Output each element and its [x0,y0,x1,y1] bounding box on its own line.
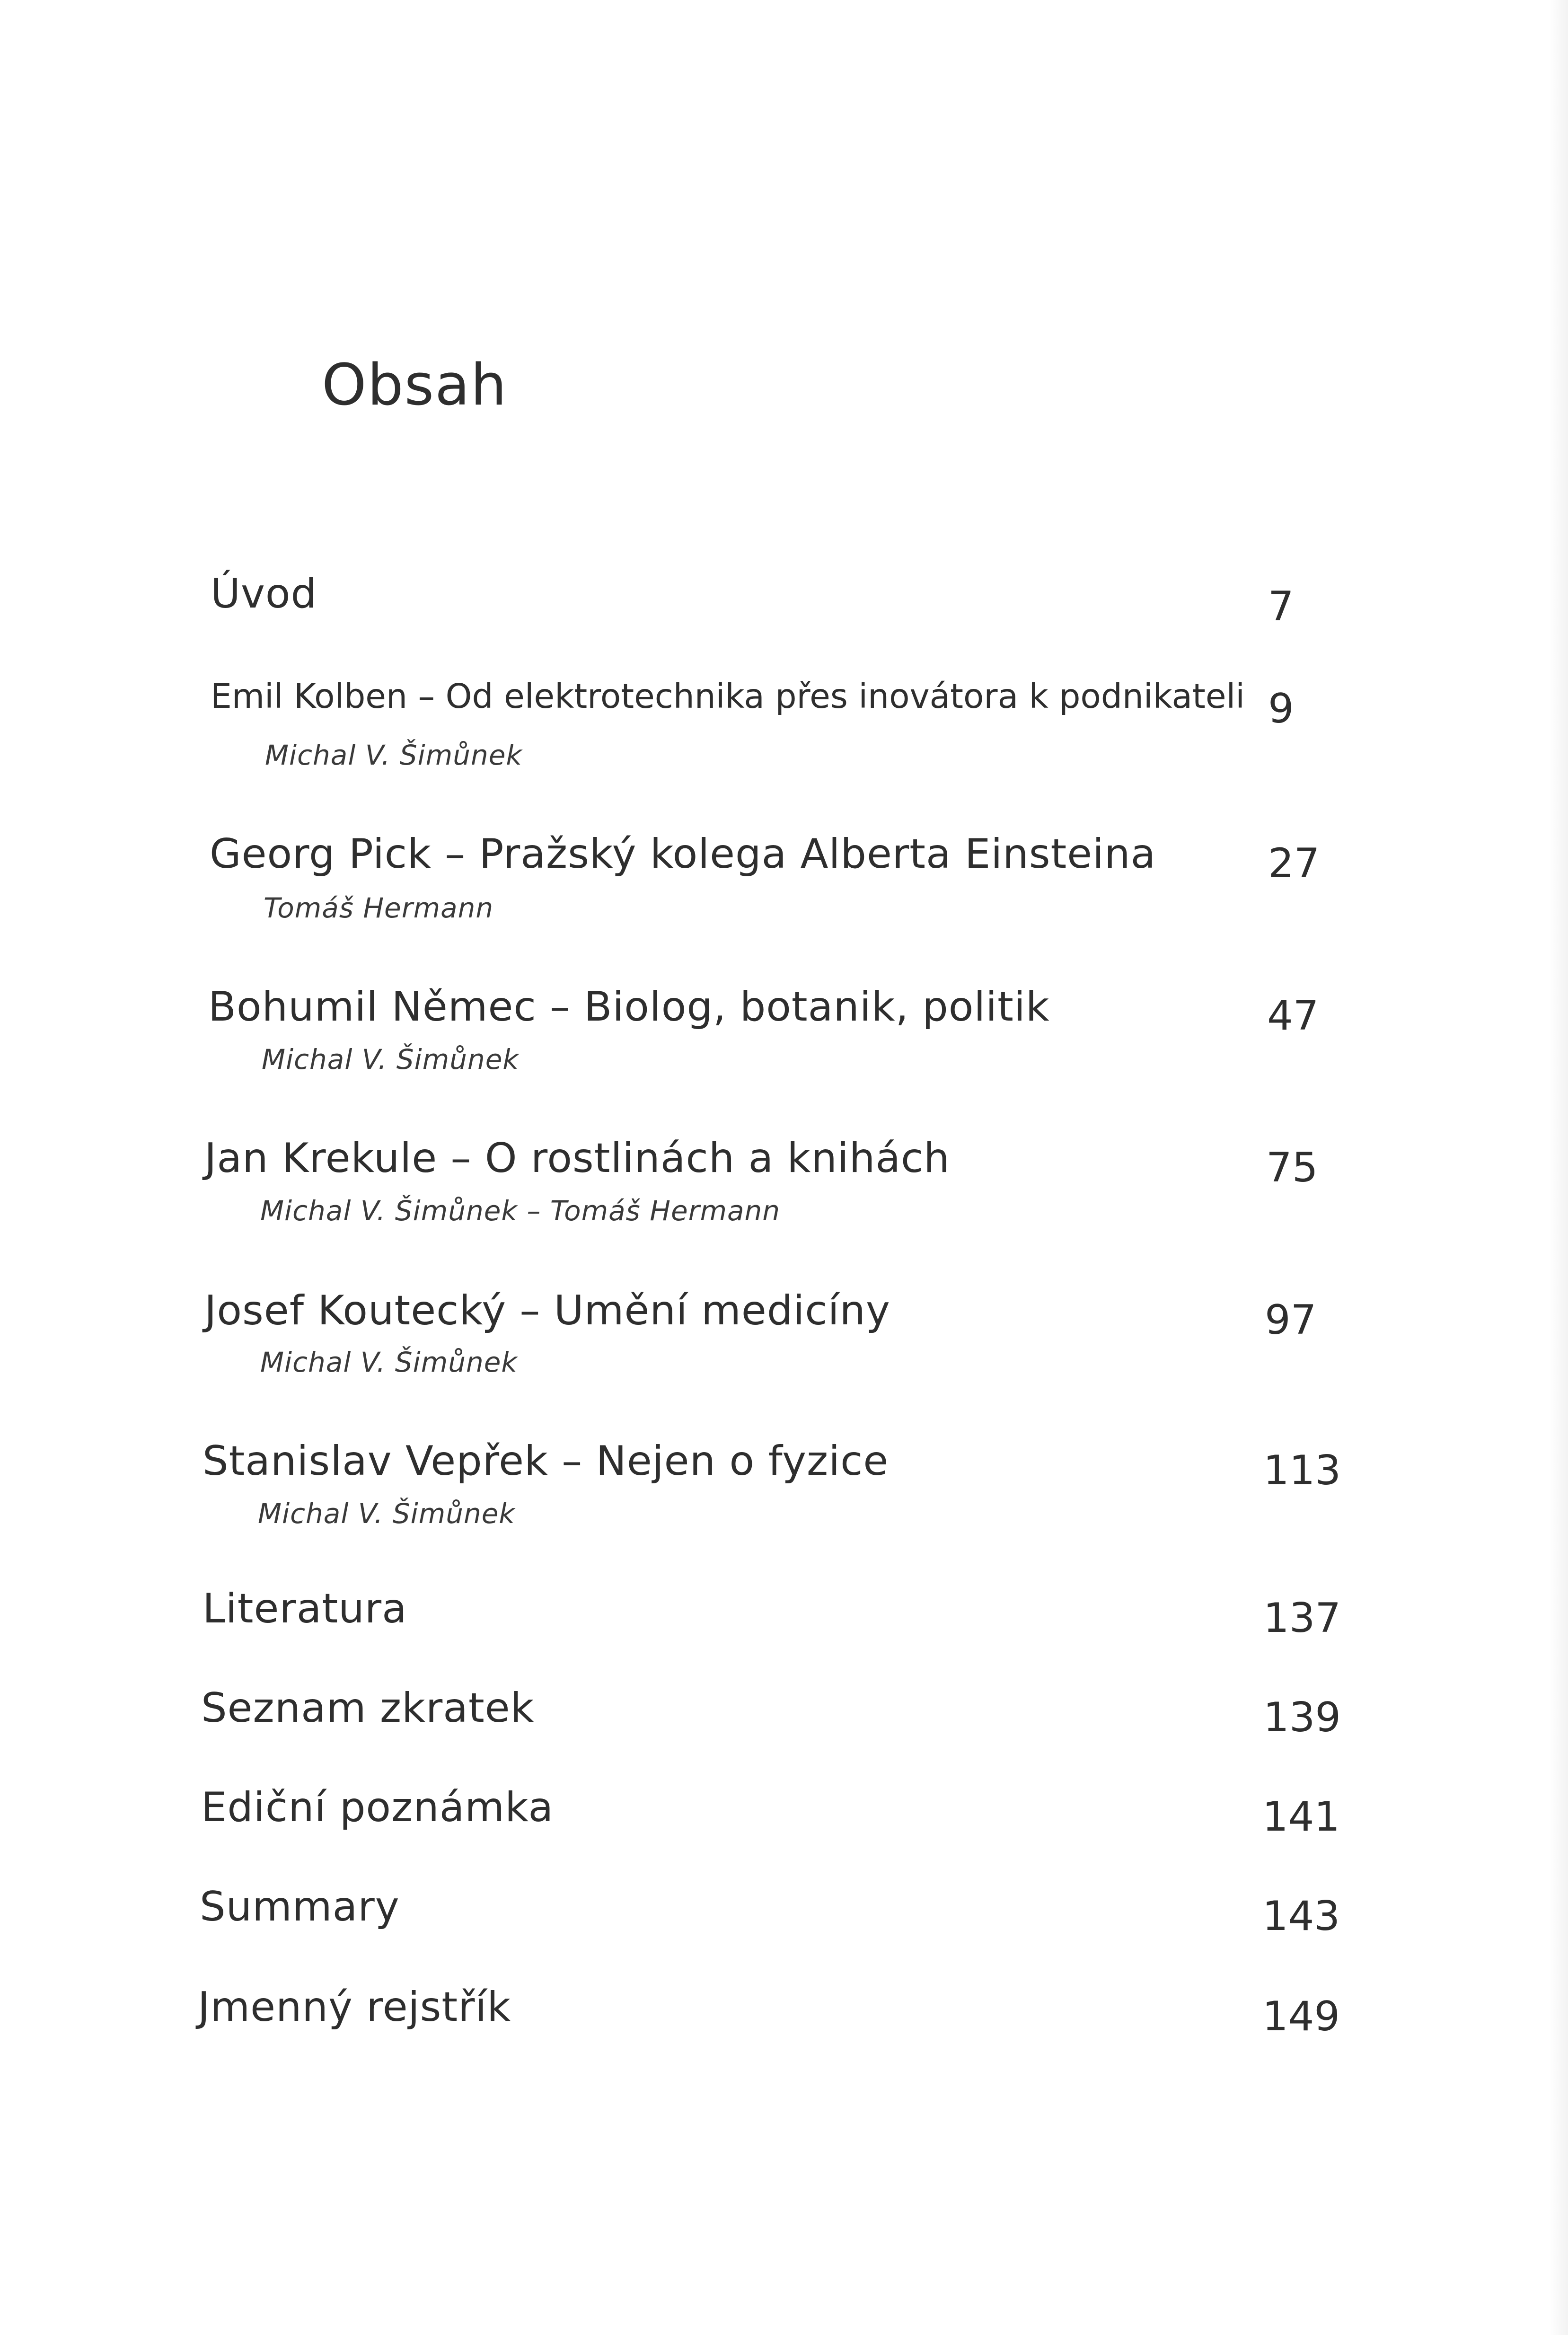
toc-entry-author: Michal V. Šimůnek [260,1346,518,1378]
toc-entry-page: 27 [1268,840,1320,887]
page-gutter-shadow [1549,0,1568,2335]
toc-entry-title: Ediční poznámka [201,1784,554,1831]
toc-entry-title: Josef Koutecký – Umění medicíny [204,1287,890,1334]
toc-entry-author: Michal V. Šimůnek [265,739,523,771]
toc-entry-page: 149 [1262,1993,1340,2040]
page-title: Obsah [322,352,508,418]
toc-entry-title: Summary [200,1883,400,1930]
toc-entry-author: Michal V. Šimůnek [258,1498,516,1530]
toc-entry-title: Úvod [211,570,317,617]
toc-entry-page: 97 [1265,1296,1317,1344]
toc-entry-page: 75 [1266,1144,1318,1191]
toc-entry-page: 9 [1268,685,1294,732]
toc-entry-page: 47 [1267,992,1319,1040]
toc-entry-title: Bohumil Němec – Biolog, botanik, politik [208,983,1050,1031]
toc-entry-page: 137 [1263,1595,1341,1642]
toc-entry-author: Tomáš Hermann [264,892,494,924]
toc-entry-page: 7 [1268,583,1294,630]
toc-entry-title: Seznam zkratek [201,1684,535,1732]
toc-entry-page: 113 [1263,1447,1341,1494]
toc-entry-author: Michal V. Šimůnek – Tomáš Hermann [260,1195,781,1227]
toc-entry-page: 141 [1262,1793,1340,1841]
toc-entry-title: Literatura [203,1585,407,1632]
toc-entry-title: Stanislav Vepřek – Nejen o fyzice [203,1437,889,1485]
toc-entry-title: Jan Krekule – O rostlinách a knihách [204,1135,950,1182]
toc-entry-title: Jmenný rejstřík [198,1983,511,2031]
toc-entry-title: Georg Pick – Pražský kolega Alberta Einsteina [210,830,1156,878]
toc-entry-page: 139 [1263,1694,1341,1741]
toc-entry-page: 143 [1262,1893,1340,1940]
toc-entry-title: Emil Kolben – Od elektrotechnika přes inovátora k podnikateli [211,677,1245,716]
toc-entry-author: Michal V. Šimůnek [262,1043,520,1075]
